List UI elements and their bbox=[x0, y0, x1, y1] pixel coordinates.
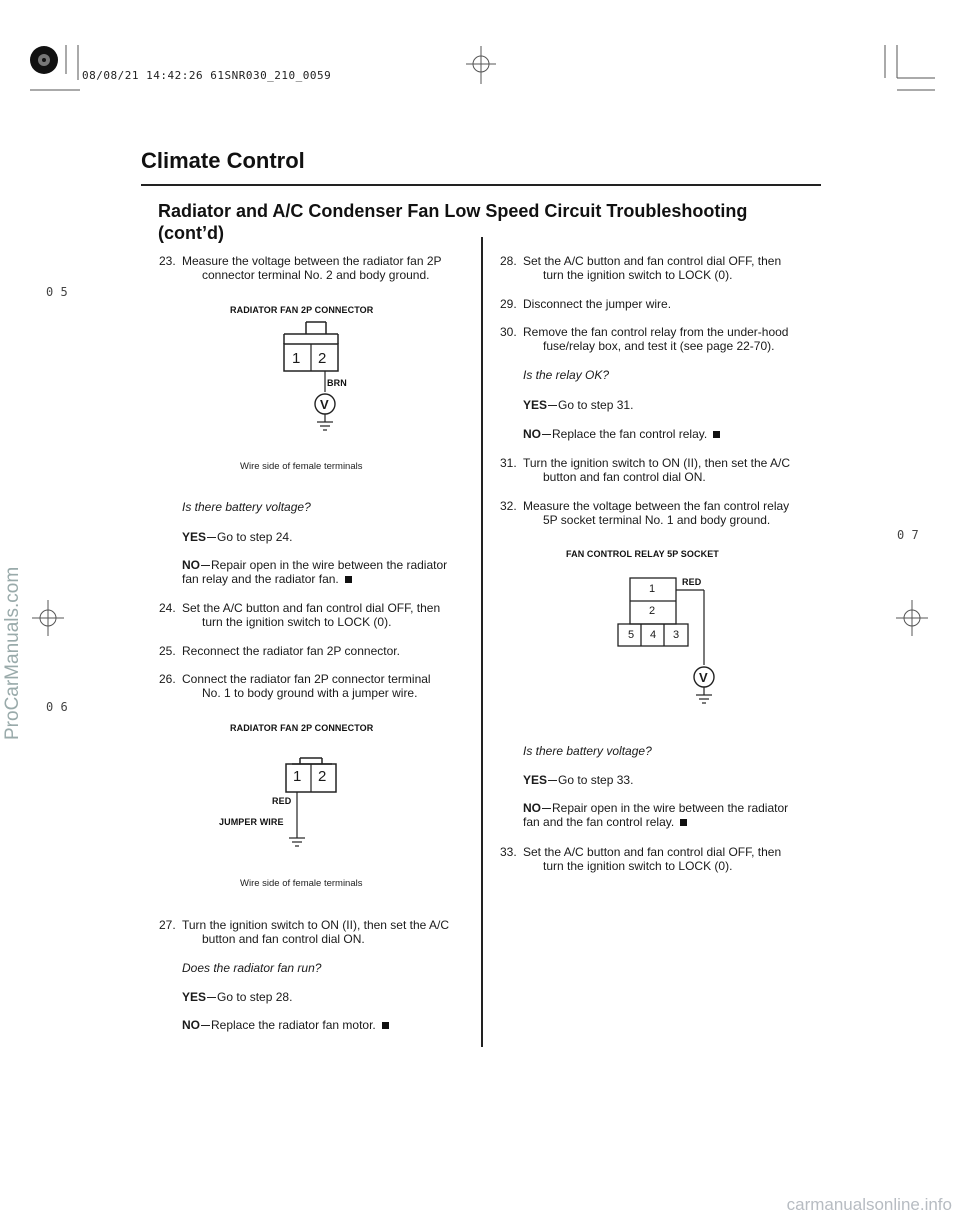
question-1: Is there battery voltage? bbox=[182, 500, 311, 514]
question-2: Does the radiator fan run? bbox=[182, 961, 322, 975]
step-26-text: Connect the radiator fan 2P connector terminal No. 1 to body ground with a jumper wire. bbox=[182, 672, 431, 700]
fig3-pin-5: 5 bbox=[628, 629, 635, 641]
step-28-number: 28. bbox=[500, 254, 517, 268]
answer-no-4: NO Repair open in the wire between the radiator fan and the fan control relay. bbox=[523, 801, 789, 829]
fig3-wire-color: RED bbox=[682, 577, 702, 587]
section-title bbox=[158, 200, 818, 244]
step-33-number: 33. bbox=[500, 845, 517, 859]
step-24-number: 24. bbox=[159, 601, 176, 615]
end-marker bbox=[345, 576, 352, 583]
question-3: Is the relay OK? bbox=[523, 368, 610, 382]
step-31-number: 31. bbox=[500, 456, 517, 470]
step-25-number: 25. bbox=[159, 644, 176, 658]
answer-yes-3: YES Go to step 31. bbox=[523, 398, 634, 412]
margin-mark-05: 0 5 bbox=[46, 285, 68, 299]
step-23-number: 23. bbox=[159, 254, 176, 268]
fig1-voltmeter-symbol: V bbox=[320, 397, 329, 412]
page-title: Climate Control bbox=[141, 148, 305, 173]
step-29-number: 29. bbox=[500, 297, 517, 311]
answer-no-3: NO Replace the fan control relay. bbox=[523, 427, 720, 441]
step-27-text: Turn the ignition switch to ON (II), then set the A/C button and fan control dial ON. bbox=[182, 918, 450, 946]
end-marker bbox=[680, 819, 687, 826]
fig3-pin-1: 1 bbox=[649, 583, 656, 595]
answer-yes-4: YES Go to step 33. bbox=[523, 773, 634, 787]
margin-mark-06: 0 6 bbox=[46, 700, 68, 714]
step-32-text: Measure the voltage between the fan control relay 5P socket terminal No. 1 and body ground. bbox=[523, 499, 790, 527]
fig3-voltmeter-symbol: V bbox=[699, 670, 708, 685]
fig2-jumper-label: JUMPER WIRE bbox=[219, 817, 284, 827]
fig2-pin-2: 2 bbox=[318, 768, 327, 785]
step-27-number: 27. bbox=[159, 918, 176, 932]
answer-no-1: NO Repair open in the wire between the radiator fan relay and the radiator fan. bbox=[182, 558, 448, 586]
step-31-text: Turn the ignition switch to ON (II), then set the A/C button and fan control dial ON. bbox=[523, 456, 791, 484]
step-23-text: Measure the voltage between the radiator fan 2P connector terminal No. 2 and body ground. bbox=[182, 254, 442, 282]
answer-no-2: NO Replace the radiator fan motor. bbox=[182, 1018, 389, 1032]
fig2-pin-1: 1 bbox=[293, 768, 302, 785]
step-30-text: Remove the fan control relay from the under-hood fuse/relay box, and test it (see page 22-70). bbox=[523, 325, 789, 353]
question-4: Is there battery voltage? bbox=[523, 744, 652, 758]
fig1-pin-2: 2 bbox=[318, 350, 327, 367]
figure-1-note: Wire side of female terminals bbox=[240, 461, 363, 472]
fig3-pin-2: 2 bbox=[649, 605, 656, 617]
end-marker bbox=[713, 431, 720, 438]
step-24-text: Set the A/C button and fan control dial OFF, then turn the ignition switch to LOCK (0). bbox=[182, 601, 441, 629]
figure-2-caption: RADIATOR FAN 2P CONNECTOR bbox=[230, 723, 374, 733]
margin-mark-07: 0 7 bbox=[897, 528, 919, 542]
step-33-text: Set the A/C button and fan control dial OFF, then turn the ignition switch to LOCK (0). bbox=[523, 845, 782, 873]
answer-yes-1: YES Go to step 24. bbox=[182, 530, 293, 544]
section-title-line2: (cont’d) bbox=[158, 223, 224, 243]
step-32-number: 32. bbox=[500, 499, 517, 513]
header-rule bbox=[141, 184, 821, 186]
step-30-number: 30. bbox=[500, 325, 517, 339]
fig3-pin-3: 3 bbox=[673, 629, 680, 641]
figure-2-note: Wire side of female terminals bbox=[240, 878, 363, 889]
figure-1-caption: RADIATOR FAN 2P CONNECTOR bbox=[230, 305, 374, 315]
column-divider bbox=[481, 237, 483, 1047]
figure-3-caption: FAN CONTROL RELAY 5P SOCKET bbox=[566, 549, 719, 559]
fig1-pin-1: 1 bbox=[292, 350, 301, 367]
section-title-line1: Radiator and A/C Condenser Fan Low Speed Circuit Troubleshooting bbox=[158, 201, 748, 221]
answer-yes-2: YES Go to step 28. bbox=[182, 990, 293, 1004]
step-28-text: Set the A/C button and fan control dial OFF, then turn the ignition switch to LOCK (0). bbox=[523, 254, 782, 282]
print-timestamp: 08/08/21 14:42:26 61SNR030_210_0059 bbox=[82, 69, 332, 82]
fig2-wire-color: RED bbox=[272, 796, 292, 806]
watermark-procarmanuals: ProCarManuals.com bbox=[2, 566, 23, 740]
end-marker bbox=[382, 1022, 389, 1029]
fig3-pin-4: 4 bbox=[650, 629, 657, 641]
fig1-wire-color: BRN bbox=[327, 378, 347, 388]
step-29-text: Disconnect the jumper wire. bbox=[523, 297, 672, 311]
watermark-carmanualsonline: carmanualsonline.info bbox=[786, 1195, 952, 1214]
step-25-text: Reconnect the radiator fan 2P connector. bbox=[182, 644, 400, 658]
figure-1-connector-diagram bbox=[270, 320, 380, 440]
step-26-number: 26. bbox=[159, 672, 176, 686]
